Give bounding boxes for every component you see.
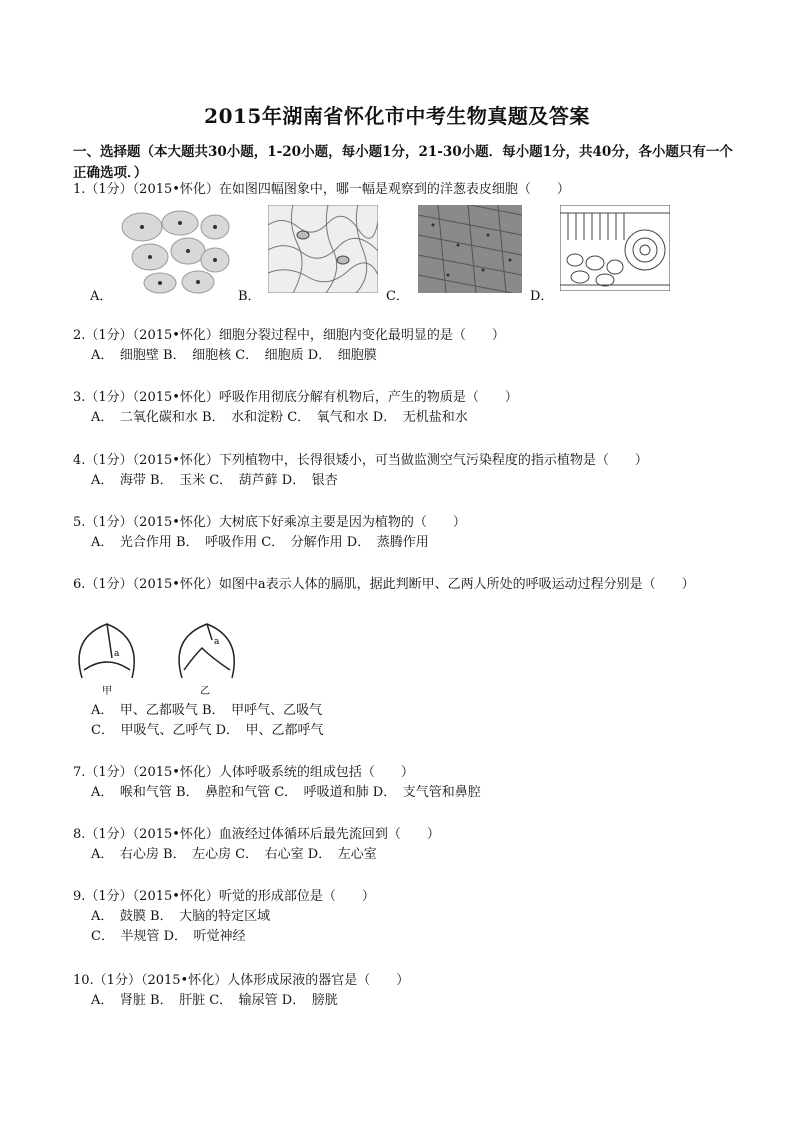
question-6	[73, 575, 733, 595]
cell-image-b	[268, 205, 378, 293]
question-8	[73, 825, 733, 865]
question-options: A． 肾脏 B． 肝脏 C． 输尿管 D． 膀胱	[91, 993, 338, 1008]
diagram-label-jia: 甲	[102, 686, 112, 696]
question-3	[73, 388, 733, 428]
question-1	[73, 180, 733, 200]
question-stem: 8.（1分）（2015•怀化）血液经过体循环后最先流回到（ ）	[73, 827, 440, 842]
cell-image-a	[120, 205, 230, 295]
diagram-label-a1: a	[114, 649, 120, 659]
image-label-a: A．	[90, 289, 113, 304]
question-options: A． 甲、乙都吸气 B． 甲呼气、乙吸气	[91, 703, 323, 718]
question-4	[73, 451, 733, 491]
question-7	[73, 763, 733, 803]
question-options: A． 喉和气管 B． 鼻腔和气管 C． 呼吸道和肺 D． 支气管和鼻腔	[91, 785, 481, 800]
section-heading: 一、选择题（本大题共30小题，1-20小题，每小题1分，21-30小题．每小题1分，共40分，各小题只有一个正确选项．）	[73, 144, 733, 181]
question-6-options	[73, 701, 733, 741]
question-stem: 10.（1分）（2015•怀化）人体形成尿液的器官是（ ）	[73, 973, 410, 988]
question-options: A． 二氧化碳和水 B． 水和淀粉 C． 氧气和水 D． 无机盐和水	[91, 410, 468, 425]
question-stem: 9.（1分）（2015•怀化）听觉的形成部位是（ ）	[73, 889, 375, 904]
question-options: A． 细胞壁 B． 细胞核 C． 细胞质 D． 细胞膜	[91, 348, 377, 363]
question-options: C． 甲吸气、乙呼气 D． 甲、乙都呼气	[91, 723, 324, 738]
question-5	[73, 513, 733, 553]
diagram-label-yi: 乙	[200, 686, 210, 696]
image-label-c: C．	[386, 289, 409, 304]
diaphragm-diagram	[72, 618, 242, 696]
question-9	[73, 887, 733, 947]
image-label-b: B．	[238, 289, 261, 304]
question-stem: 5.（1分）（2015•怀化）大树底下好乘凉主要是因为植物的（ ）	[73, 515, 466, 530]
question-options: C． 半规管 D． 听觉神经	[91, 929, 246, 944]
question-stem: 7.（1分）（2015•怀化）人体呼吸系统的组成包括（ ）	[73, 765, 414, 780]
question-options: A． 鼓膜 B． 大脑的特定区域	[91, 909, 271, 924]
question-options: A． 右心房 B． 左心房 C． 右心室 D． 左心室	[91, 847, 377, 862]
question-2	[73, 326, 733, 366]
diagram-label-a2: a	[214, 637, 220, 647]
question-options: A． 光合作用 B． 呼吸作用 C． 分解作用 D． 蒸腾作用	[91, 535, 429, 550]
question-options: A． 海带 B． 玉米 C． 葫芦藓 D． 银杏	[91, 473, 338, 488]
cell-image-c	[418, 205, 522, 293]
cell-image-d	[560, 205, 670, 291]
question-stem: 4.（1分）（2015•怀化）下列植物中，长得很矮小，可当做监测空气污染程度的指示植物是（ ）	[73, 453, 648, 468]
question-stem: 2.（1分）（2015•怀化）细胞分裂过程中，细胞内变化最明显的是（ ）	[73, 328, 505, 343]
question-stem: 3.（1分）（2015•怀化）呼吸作用彻底分解有机物后，产生的物质是（ ）	[73, 390, 518, 405]
page-title: 2015年湖南省怀化市中考生物真题及答案	[204, 104, 590, 128]
question-10	[73, 971, 733, 1011]
question-stem: 6.（1分）（2015•怀化）如图中a表示人体的膈肌，据此判断甲、乙两人所处的呼吸运动过程分别是（ ）	[73, 577, 695, 592]
image-label-d: D．	[530, 289, 554, 304]
question-1-images	[90, 205, 710, 305]
question-stem: 1.（1分）（2015•怀化）在如图四幅图象中，哪一幅是观察到的洋葱表皮细胞（ ）	[73, 182, 570, 197]
